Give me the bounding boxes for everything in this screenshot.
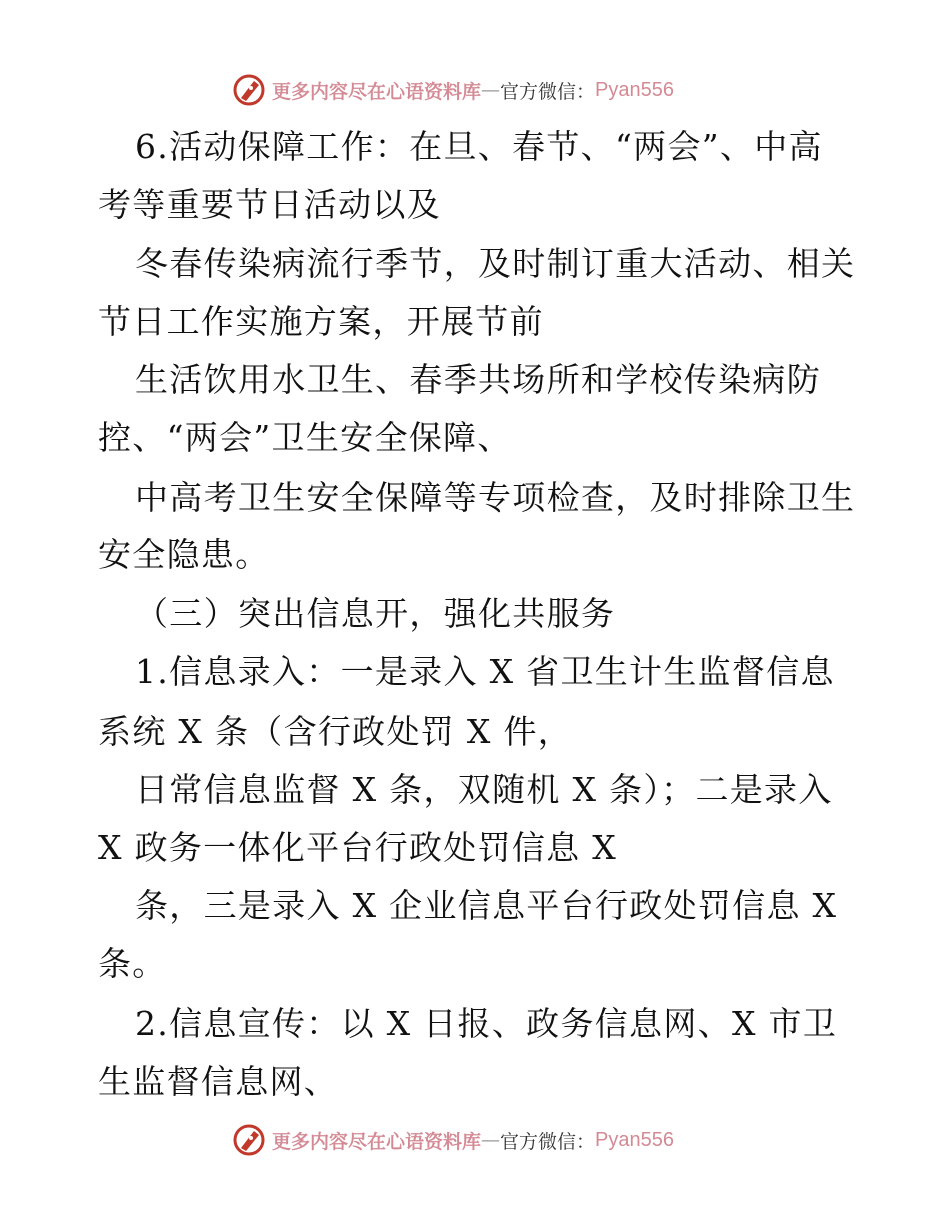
text-line: 条，三是录入 X 企业信息平台行政处罚信息 X <box>135 886 838 925</box>
text-line: 生活饮用水卫生、春季共场所和学校传染病防 <box>135 360 821 399</box>
section-heading: （三）突出信息开，强化共服务 <box>135 594 616 633</box>
header-watermark-banner <box>232 70 674 110</box>
text-line: 安全隐患。 <box>98 535 270 574</box>
text-line: 生监督信息网、 <box>98 1062 339 1101</box>
text-line: 控、“两会”卫生安全保障、 <box>98 418 512 457</box>
banner-site-name: 更多内容尽在心语资料库 <box>272 1130 482 1153</box>
banner-wechat-id: Pyan556 <box>595 78 674 101</box>
banner-dash: — <box>481 1129 501 1151</box>
pen-nib-logo-icon <box>232 1123 266 1157</box>
banner-wechat-label: 官方微信： <box>500 1130 596 1153</box>
text-line: 条。 <box>98 944 167 983</box>
banner-dash: — <box>481 79 501 101</box>
text-line: 考等重要节日活动以及 <box>98 185 441 224</box>
banner-site-name: 更多内容尽在心语资料库 <box>272 80 482 103</box>
text-line: X 政务一体化平台行政处罚信息 X <box>98 828 618 867</box>
text-line: 2.信息宣传：以 X 日报、政务信息网、X 市卫 <box>135 1004 838 1043</box>
footer-watermark-banner <box>232 1120 674 1160</box>
pen-nib-logo-icon <box>232 73 266 107</box>
banner-wechat-label: 官方微信： <box>500 80 596 103</box>
text-line: 日常信息监督 X 条，双随机 X 条）；二是录入 <box>135 770 833 809</box>
text-line: 中高考卫生安全保障等专项检查，及时排除卫生 <box>135 478 856 517</box>
banner-wechat-id: Pyan556 <box>595 1128 674 1151</box>
text-line: 1.信息录入：一是录入 X 省卫生计生监督信息 <box>135 652 835 691</box>
text-line: 冬春传染病流行季节，及时制订重大活动、相关 <box>135 244 856 283</box>
text-line: 节日工作实施方案，开展节前 <box>98 302 544 341</box>
text-line: 6.活动保障工作：在旦、春节、“两会”、中高 <box>135 127 823 166</box>
text-line: 系统 X 条（含行政处罚 X 件， <box>98 712 573 751</box>
